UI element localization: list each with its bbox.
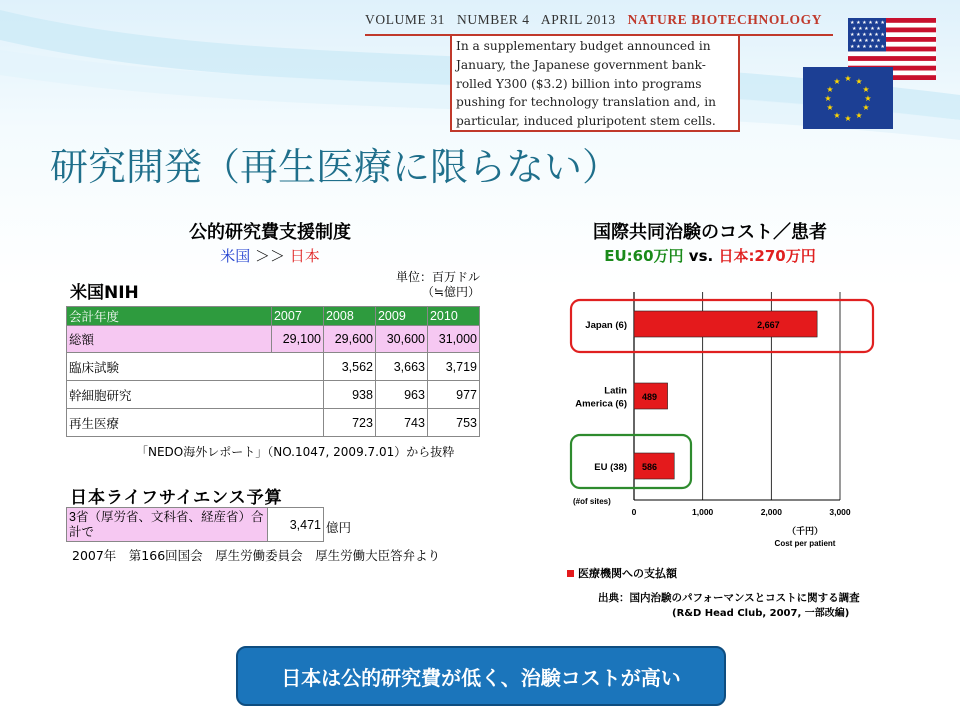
us-vs-japan-subtitle — [140, 245, 400, 266]
svg-text:★: ★ — [862, 85, 870, 94]
chart-source-line-2: (R&D Head Club, 2007, 一部改編) — [672, 608, 850, 619]
japan-budget-table — [66, 507, 324, 542]
svg-text:★: ★ — [844, 74, 852, 83]
bar-value-label: 586 — [642, 462, 658, 472]
jls-source-note: 2007年 第166回国会 厚生労働委員会 厚生労働大臣答弁より — [72, 548, 441, 563]
row-label: 幹細胞研究 — [67, 381, 324, 409]
table-cell: 938 — [323, 381, 375, 409]
table-header-cell: 2008 — [323, 307, 375, 326]
eu-vs-japan-subtitle — [545, 245, 875, 266]
svg-text:★ ★ ★ ★ ★ ★: ★ ★ ★ ★ ★ ★ — [850, 44, 885, 50]
table-cell: 723 — [323, 409, 375, 437]
japan-cost-label: 日本:270万円 — [718, 247, 816, 265]
svg-text:★: ★ — [864, 94, 872, 103]
x-axis-unit: （千円） — [786, 526, 824, 536]
journal-volume: VOLUME 31 — [365, 12, 446, 27]
chart-legend — [567, 565, 677, 581]
table-cell: 977 — [427, 381, 479, 409]
jls-unit: 億円 — [326, 520, 352, 535]
x-tick-label: 2,000 — [760, 507, 782, 517]
conclusion-banner: 日本は公的研究費が低く、治験コストが高い — [236, 646, 726, 706]
unit-line-1: 単位：百万ドル — [395, 270, 480, 284]
table-cell: 3,471 — [268, 508, 324, 542]
category-label: EU (38) — [594, 462, 627, 473]
table-cell: 29,600 — [323, 326, 375, 353]
table-row — [67, 508, 324, 542]
journal-header — [365, 12, 833, 36]
svg-text:★: ★ — [844, 114, 852, 123]
unit-line-2: （≒億円） — [421, 285, 480, 299]
svg-text:★: ★ — [824, 94, 832, 103]
table-cell: 30,600 — [375, 326, 427, 353]
slide-title: 研究開発（再生医療に限らない） — [50, 145, 621, 189]
legend-label: 医療機関への支払額 — [578, 567, 677, 580]
svg-text:★ ★ ★ ★ ★: ★ ★ ★ ★ ★ — [852, 26, 881, 32]
row-label: 再生医療 — [67, 409, 324, 437]
eu-cost-label: EU:60万円 — [604, 247, 684, 265]
table-header-cell: 2010 — [427, 307, 479, 326]
svg-text:★: ★ — [833, 111, 841, 120]
x-axis-label: Cost per patient — [774, 539, 836, 548]
japan-life-science-budget-label: 日本ライフサイエンス予算 — [70, 488, 283, 508]
x-tick-label: 1,000 — [692, 507, 714, 517]
nih-source-note: 「NEDO海外レポート」（NO.1047, 2009.7.01）から抜粋 — [136, 445, 455, 459]
svg-text:★: ★ — [862, 103, 870, 112]
svg-text:★ ★ ★ ★ ★ ★: ★ ★ ★ ★ ★ ★ — [850, 20, 885, 26]
table-row — [67, 409, 480, 437]
svg-text:★: ★ — [826, 103, 834, 112]
sites-note: (#of sites) — [573, 497, 611, 506]
table-row — [67, 381, 480, 409]
table-cell: 753 — [427, 409, 479, 437]
trial-cost-heading: 国際共同治験のコスト／患者 — [593, 222, 827, 243]
table-cell: 743 — [375, 409, 427, 437]
nih-budget-table — [66, 306, 480, 437]
category-label: America (6) — [575, 398, 627, 410]
x-tick-label: 3,000 — [829, 507, 851, 517]
svg-text:★: ★ — [855, 111, 863, 120]
nih-label: 米国NIH — [70, 283, 139, 303]
row-label: 総額 — [67, 326, 272, 353]
table-header-cell: 2009 — [375, 307, 427, 326]
table-header-cell: 会計年度 — [67, 307, 272, 326]
bar-value-label: 489 — [642, 392, 658, 402]
table-header-row — [67, 307, 480, 326]
unit-note — [380, 270, 480, 300]
public-funding-heading: 公的研究費支援制度 — [189, 222, 351, 243]
us-label: 米国 — [220, 247, 251, 265]
table-row — [67, 326, 480, 353]
table-cell: 3,719 — [427, 353, 479, 381]
x-tick-label: 0 — [631, 507, 637, 517]
svg-text:★: ★ — [833, 77, 841, 86]
table-row — [67, 353, 480, 381]
eu-flag-icon — [803, 67, 893, 129]
journal-name: NATURE BIOTECHNOLOGY — [627, 12, 823, 27]
table-cell: 31,000 — [427, 326, 479, 353]
legend-swatch — [567, 570, 574, 577]
japan-label: 日本 — [289, 247, 320, 265]
svg-text:★: ★ — [855, 77, 863, 86]
table-cell: 3,663 — [375, 353, 427, 381]
table-cell: 3,562 — [323, 353, 375, 381]
journal-date: APRIL 2013 — [540, 12, 616, 27]
trial-cost-chart — [557, 282, 877, 582]
table-header-cell: 2007 — [271, 307, 323, 326]
much-greater-symbol: ＞＞ — [254, 247, 285, 265]
bar-value-label: 2,667 — [757, 320, 780, 330]
category-label: Japan (6) — [585, 320, 627, 331]
svg-text:★: ★ — [826, 85, 834, 94]
journal-number: NUMBER 4 — [456, 12, 530, 27]
chart-source-line-1: 出典：国内治験のパフォーマンスとコストに関する調査 — [598, 592, 860, 604]
row-label: 臨床試験 — [67, 353, 324, 381]
vs-label: vs. — [688, 247, 714, 265]
journal-excerpt: In a supplementary budget announced in January, the Japanese government bank-rolled Y300 ($3.2) billion into programs pushing for technology translation and, in particular, induced pluripotent stem cells. — [450, 34, 740, 132]
table-cell: 963 — [375, 381, 427, 409]
row-label: 3省（厚労省、文科省、経産省）合計で — [67, 508, 268, 542]
table-cell: 29,100 — [271, 326, 323, 353]
svg-text:★ ★ ★ ★ ★: ★ ★ ★ ★ ★ — [852, 38, 881, 44]
category-label: Latin — [604, 385, 627, 397]
svg-text:★ ★ ★ ★ ★ ★: ★ ★ ★ ★ ★ ★ — [850, 32, 885, 38]
bar — [634, 311, 817, 337]
